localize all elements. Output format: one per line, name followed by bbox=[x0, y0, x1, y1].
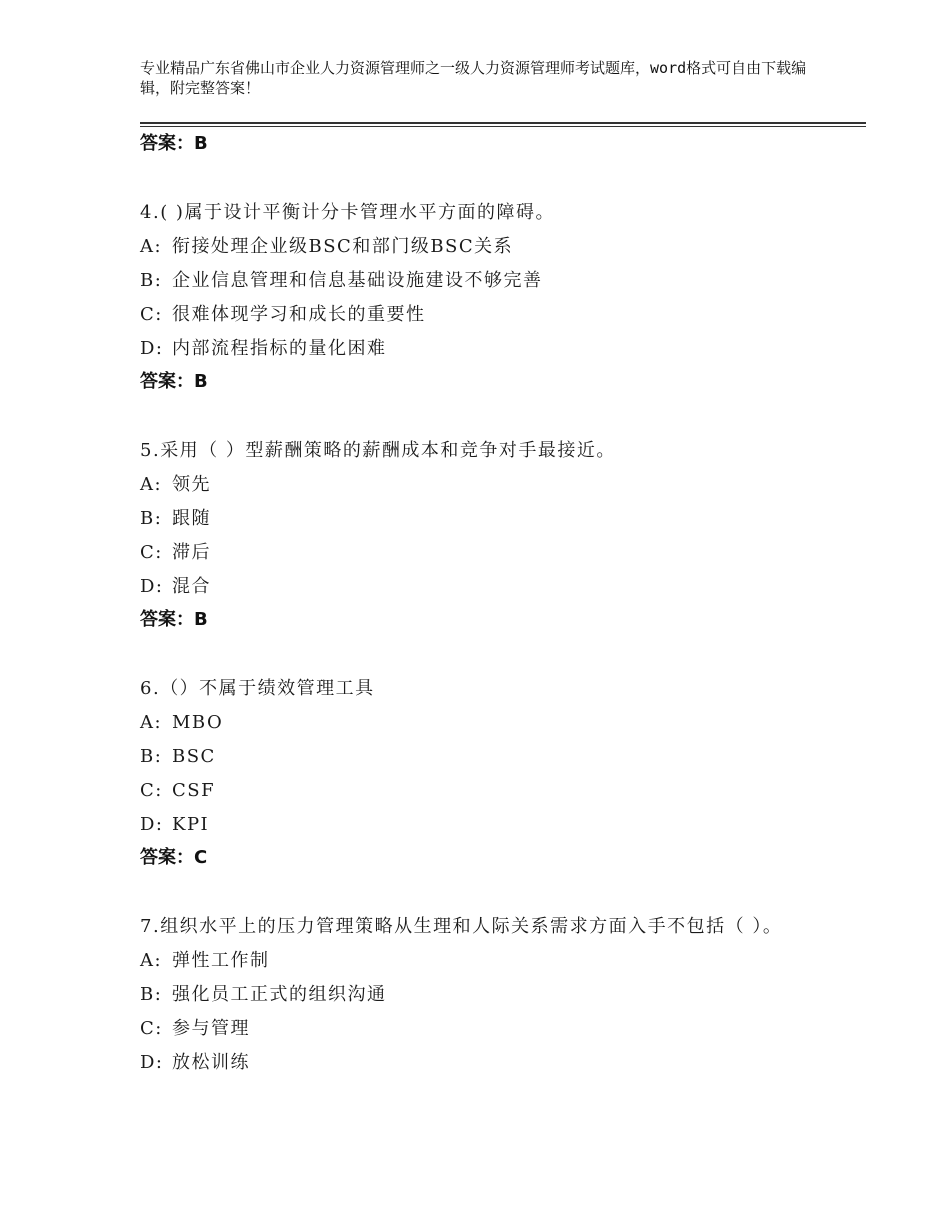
option-letter: A: bbox=[140, 950, 163, 971]
option-letter: C: bbox=[140, 304, 163, 325]
option-b bbox=[140, 740, 830, 774]
option-text: 弹性工作制 bbox=[172, 950, 270, 971]
option-text: 领先 bbox=[172, 474, 211, 495]
option-b bbox=[140, 502, 830, 536]
option-text: 滞后 bbox=[172, 542, 211, 563]
question-text: （）不属于绩效管理工具 bbox=[160, 678, 375, 699]
question-text: 采用（ ）型薪酬策略的薪酬成本和竞争对手最接近。 bbox=[160, 440, 616, 461]
option-letter: D: bbox=[140, 814, 164, 835]
option-letter: A: bbox=[140, 236, 163, 257]
option-text: 跟随 bbox=[172, 508, 211, 529]
question-6 bbox=[140, 672, 830, 874]
option-letter: B: bbox=[140, 508, 163, 529]
option-c bbox=[140, 774, 830, 808]
option-text: BSC bbox=[172, 746, 216, 767]
option-letter: C: bbox=[140, 1018, 163, 1039]
option-letter: B: bbox=[140, 746, 163, 767]
option-text: 放松训练 bbox=[172, 1052, 250, 1073]
question-stem bbox=[140, 672, 830, 706]
question-7 bbox=[140, 910, 830, 1080]
option-c bbox=[140, 298, 830, 332]
option-text: MBO bbox=[172, 712, 224, 733]
option-letter: A: bbox=[140, 712, 163, 733]
option-letter: C: bbox=[140, 542, 163, 563]
option-text: CSF bbox=[172, 780, 216, 801]
option-text: 企业信息管理和信息基础设施建设不够完善 bbox=[172, 270, 543, 291]
option-letter: D: bbox=[140, 1052, 164, 1073]
option-text: KPI bbox=[172, 814, 210, 835]
option-d bbox=[140, 332, 830, 366]
option-letter: D: bbox=[140, 338, 164, 359]
question-number: 5. bbox=[140, 440, 161, 461]
option-d bbox=[140, 1046, 830, 1080]
option-letter: B: bbox=[140, 270, 163, 291]
question-number: 6. bbox=[140, 678, 161, 699]
option-text: 强化员工正式的组织沟通 bbox=[172, 984, 387, 1005]
question-number: 4. bbox=[140, 202, 161, 223]
option-text: 衔接处理企业级BSC和部门级BSC关系 bbox=[172, 236, 514, 257]
option-a bbox=[140, 706, 830, 740]
question-text: ( )属于设计平衡计分卡管理水平方面的障碍。 bbox=[160, 202, 555, 223]
option-c bbox=[140, 1012, 830, 1046]
question-stem bbox=[140, 910, 830, 944]
option-letter: A: bbox=[140, 474, 163, 495]
answer-label: 答案：B bbox=[140, 609, 208, 630]
answer-label: 答案：B bbox=[140, 133, 208, 154]
option-d bbox=[140, 570, 830, 604]
option-a bbox=[140, 230, 830, 264]
option-text: 混合 bbox=[172, 576, 211, 597]
question-list bbox=[140, 128, 830, 1080]
option-c bbox=[140, 536, 830, 570]
option-letter: D: bbox=[140, 576, 164, 597]
option-b bbox=[140, 264, 830, 298]
document-header: 专业精品广东省佛山市企业人力资源管理师之一级人力资源管理师考试题库，word格式可自由下载编辑，附完整答案！ bbox=[140, 59, 807, 97]
option-letter: C: bbox=[140, 780, 163, 801]
question-text: 组织水平上的压力管理策略从生理和人际关系需求方面入手不包括（ ）。 bbox=[160, 916, 783, 937]
answer-label: 答案：C bbox=[140, 847, 208, 868]
option-text: 内部流程指标的量化困难 bbox=[172, 338, 387, 359]
option-a bbox=[140, 468, 830, 502]
question-5 bbox=[140, 434, 830, 636]
option-text: 很难体现学习和成长的重要性 bbox=[172, 304, 426, 325]
question-4 bbox=[140, 196, 830, 398]
question-stem bbox=[140, 196, 830, 230]
answer-label: 答案：B bbox=[140, 371, 208, 392]
question-stem bbox=[140, 434, 830, 468]
header-divider-thin bbox=[140, 126, 866, 127]
header-divider-thick bbox=[140, 122, 866, 124]
option-a bbox=[140, 944, 830, 978]
question-number: 7. bbox=[140, 916, 161, 937]
option-d bbox=[140, 808, 830, 842]
option-text: 参与管理 bbox=[172, 1018, 250, 1039]
option-b bbox=[140, 978, 830, 1012]
option-letter: B: bbox=[140, 984, 163, 1005]
